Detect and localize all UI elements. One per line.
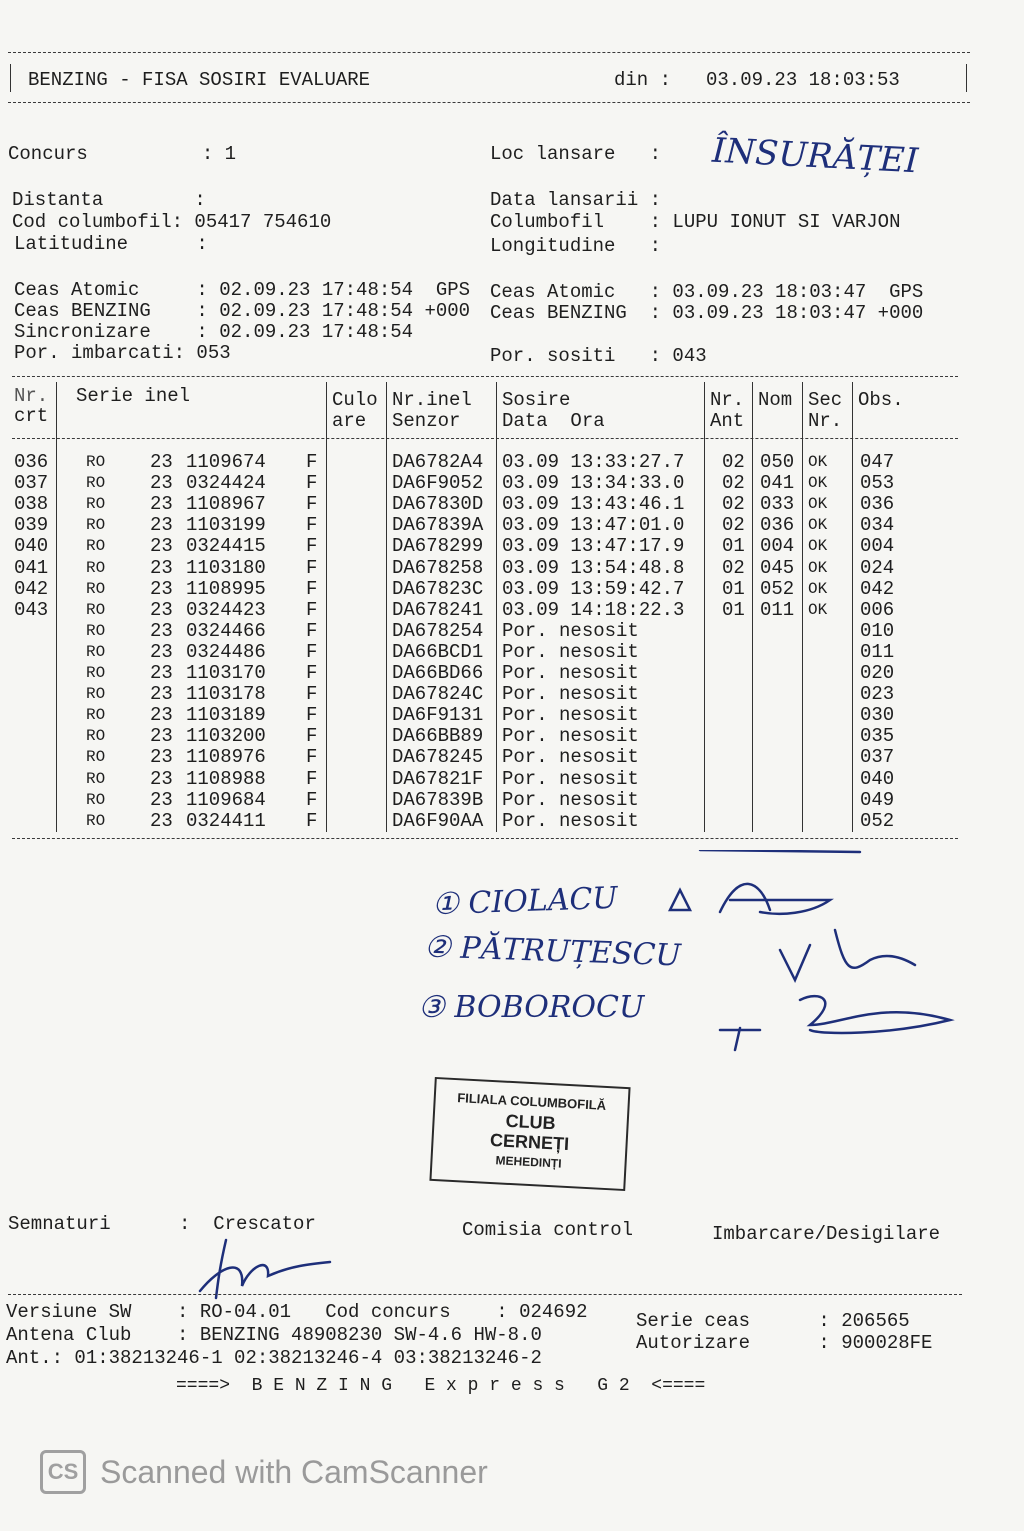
ceas-benzing-end: Ceas BENZING : 03.09.23 18:03:47 +000	[490, 302, 924, 324]
cell-ant: 02	[722, 556, 745, 579]
cell-nom: 036	[760, 514, 795, 537]
cell-obs: 004	[860, 535, 895, 558]
cell-sosire: 03.09 14:18:22.3	[502, 598, 685, 621]
header-datetime: 03.09.23 18:03:53	[706, 69, 900, 91]
cell-sex: F	[306, 788, 318, 811]
serie-ceas: Serie ceas : 206565	[636, 1310, 910, 1332]
imbarcare-desigilare-label: Imbarcare/Desigilare	[712, 1223, 941, 1245]
stamp-line-3: CERNEȚI	[489, 1129, 570, 1155]
cell-sex: F	[306, 640, 318, 663]
cell-an: 23	[150, 451, 173, 473]
th-data-ora: Data Ora	[502, 410, 605, 432]
ceas-atomic-start: Ceas Atomic : 02.09.23 17:48:54 GPS	[14, 279, 471, 301]
cell-tara: RO	[86, 600, 106, 619]
th-ant: Ant	[710, 410, 745, 432]
cell-obs: 042	[860, 577, 895, 600]
cell-ant: 02	[722, 451, 745, 473]
cell-nom: 050	[760, 451, 795, 473]
comisia-control-label: Comisia control	[462, 1219, 634, 1241]
cell-obs: 034	[860, 514, 895, 537]
th-are: are	[332, 410, 367, 432]
cell-ant: 02	[722, 493, 745, 516]
table-header-divider	[12, 438, 958, 439]
th-nr-ant: Nr.	[710, 389, 745, 411]
th-obs: Obs.	[858, 389, 904, 411]
cell-an: 23	[150, 619, 173, 642]
cell-tara: RO	[86, 558, 106, 577]
col-divider-sec	[852, 382, 853, 832]
th-sec: Sec	[808, 389, 843, 411]
cell-senzor: DA67830D	[392, 493, 484, 516]
cell-sosire: Por. nesosit	[502, 619, 639, 642]
cell-sosire: Por. nesosit	[502, 683, 639, 706]
cell-tara: RO	[86, 621, 106, 640]
cell-sec: OK	[808, 474, 828, 493]
col-divider-culoare	[386, 382, 387, 832]
columbofil-field: Columbofil : LUPU IONUT SI VARJON	[490, 211, 901, 233]
cell-sex: F	[306, 577, 318, 600]
cell-tara: RO	[86, 790, 106, 809]
cell-sec: OK	[808, 453, 828, 471]
cell-tara: RO	[86, 579, 106, 598]
cell-sex: F	[306, 746, 318, 769]
cell-ant: 02	[722, 472, 745, 495]
th-senzor: Senzor	[392, 410, 461, 432]
cell-sex: F	[306, 493, 318, 516]
cell-an: 23	[150, 493, 173, 516]
cell-tara: RO	[86, 495, 106, 514]
cell-tara: RO	[86, 453, 106, 471]
camscanner-icon: CS	[40, 1450, 86, 1494]
cell-sosire: Por. nesosit	[502, 704, 639, 727]
cell-sosire: Por. nesosit	[502, 640, 639, 663]
th-nom: Nom	[758, 389, 793, 411]
col-divider-nom	[802, 382, 803, 832]
table-top-divider	[12, 376, 958, 377]
cell-nom: 052	[760, 577, 795, 600]
cell-tara: RO	[86, 516, 106, 535]
cell-inel: 1103200	[186, 725, 266, 748]
handwritten-line-1: ① CIOLACU	[431, 880, 619, 923]
cell-inel: 1103189	[186, 704, 266, 727]
cell-senzor: DA6F90AA	[392, 809, 484, 832]
cell-an: 23	[150, 725, 173, 748]
th-crt: crt	[14, 405, 49, 427]
cell-crt: 042	[14, 577, 49, 600]
cell-sec: OK	[808, 495, 828, 514]
cell-an: 23	[150, 683, 173, 706]
cell-senzor: DA6F9052	[392, 472, 484, 495]
th-sec-nr: Nr.	[808, 410, 843, 432]
cell-tara: RO	[86, 642, 106, 661]
handwritten-line-2: ② PĂTRUȚESCU	[423, 929, 682, 974]
header-right-border	[966, 64, 967, 92]
loc-lansare-handwritten: ÎNSURĂȚEI	[711, 130, 920, 182]
stamp-line-2: CLUB	[505, 1110, 557, 1134]
cell-nom: 011	[760, 598, 795, 621]
th-sosire: Sosire	[502, 389, 571, 411]
cell-inel: 0324486	[186, 640, 266, 663]
cell-obs: 011	[860, 640, 895, 663]
th-culo: Culo	[332, 389, 378, 411]
cell-obs: 036	[860, 493, 895, 516]
cell-sex: F	[306, 767, 318, 790]
cell-obs: 052	[860, 809, 895, 832]
cell-senzor: DA67821F	[392, 767, 484, 790]
cell-tara: RO	[86, 727, 106, 746]
cell-tara: RO	[86, 706, 106, 725]
cell-obs: 037	[860, 746, 895, 769]
header-din-label: din :	[614, 69, 672, 91]
handwritten-signatures	[660, 850, 960, 1060]
cell-crt: 037	[14, 472, 49, 495]
cell-an: 23	[150, 640, 173, 663]
cell-senzor: DA67839A	[392, 514, 484, 537]
autorizare: Autorizare : 900028FE	[636, 1332, 933, 1354]
cell-sosire: 03.09 13:59:42.7	[502, 577, 685, 600]
cell-tara: RO	[86, 664, 106, 682]
cell-inel: 1109684	[186, 788, 266, 811]
stamp-line-4: MEHEDINȚI	[495, 1153, 562, 1171]
col-divider-sosire	[704, 382, 705, 832]
sincronizare-field: Sincronizare : 02.09.23 17:48:54	[14, 321, 414, 343]
cell-senzor: DA678254	[392, 619, 484, 642]
cell-inel: 0324411	[186, 809, 266, 832]
cell-inel: 1109674	[186, 451, 266, 473]
cell-ant: 01	[722, 535, 745, 558]
crescator-signature	[190, 1236, 350, 1306]
cell-sosire: 03.09 13:34:33.0	[502, 472, 685, 495]
cell-obs: 020	[860, 662, 895, 684]
cell-sex: F	[306, 535, 318, 558]
cell-inel: 1108988	[186, 767, 266, 790]
th-serie-inel: Serie inel	[76, 385, 191, 407]
cell-nom: 045	[760, 556, 795, 579]
cell-sosire: Por. nesosit	[502, 662, 639, 684]
cell-an: 23	[150, 704, 173, 727]
cell-sex: F	[306, 662, 318, 684]
antena-club: Antena Club : BENZING 48908230 SW-4.6 HW-8.0	[6, 1324, 542, 1346]
cell-an: 23	[150, 472, 173, 495]
cell-crt: 038	[14, 493, 49, 516]
cell-inel: 1108995	[186, 577, 266, 600]
cell-sosire: Por. nesosit	[502, 746, 639, 769]
cod-columbofil-field: Cod columbofil: 05417 754610	[12, 211, 332, 233]
concurs-field: Concurs : 1	[8, 143, 237, 165]
cell-tara: RO	[86, 811, 106, 830]
antene-list: Ant.: 01:38213246-1 02:38213246-4 03:38213246-2	[6, 1347, 542, 1369]
cell-sosire: 03.09 13:47:01.0	[502, 514, 685, 537]
benzing-express-banner: ====> B E N Z I N G E x p r e s s G 2 <====	[176, 1376, 706, 1396]
cell-crt: 040	[14, 535, 49, 558]
cell-obs: 049	[860, 788, 895, 811]
handwritten-line-3: ③ BOBOROCU	[418, 990, 645, 1025]
cell-sex: F	[306, 809, 318, 832]
cell-senzor: DA66BB89	[392, 725, 484, 748]
table-bottom-divider	[12, 838, 958, 839]
cell-sex: F	[306, 472, 318, 495]
cell-sex: F	[306, 598, 318, 621]
report-title: BENZING - FISA SOSIRI EVALUARE	[28, 69, 371, 91]
cell-senzor: DA678299	[392, 535, 484, 558]
cell-senzor: DA67839B	[392, 788, 484, 811]
cell-crt: 036	[14, 451, 49, 473]
cell-crt: 039	[14, 514, 49, 537]
club-stamp	[429, 1077, 630, 1191]
cell-nom: 041	[760, 472, 795, 495]
cell-ant: 01	[722, 598, 745, 621]
ceas-atomic-end: Ceas Atomic : 03.09.23 18:03:47 GPS	[490, 281, 924, 303]
camscanner-watermark	[40, 1450, 488, 1494]
cell-sosire: Por. nesosit	[502, 788, 639, 811]
cell-sex: F	[306, 556, 318, 579]
cell-senzor: DA678258	[392, 556, 484, 579]
cell-sec: OK	[808, 516, 828, 535]
cell-an: 23	[150, 598, 173, 621]
cell-crt: 041	[14, 556, 49, 579]
porumbei-imbarcati: Por. imbarcati: 053	[14, 342, 231, 364]
cell-sex: F	[306, 514, 318, 537]
th-nr-inel: Nr.inel	[392, 389, 472, 411]
cell-obs: 023	[860, 683, 895, 706]
cell-sec: OK	[808, 558, 828, 577]
cell-sosire: 03.09 13:47:17.9	[502, 535, 685, 558]
cell-senzor: DA678245	[392, 746, 484, 769]
semnaturi-label: Semnaturi : Crescator	[8, 1213, 316, 1235]
cell-senzor: DA678241	[392, 598, 484, 621]
cell-obs: 010	[860, 619, 895, 642]
cell-sosire: 03.09 13:43:46.1	[502, 493, 685, 516]
cell-sec: OK	[808, 537, 828, 556]
cell-obs: 047	[860, 451, 895, 473]
cell-obs: 006	[860, 598, 895, 621]
col-divider-crt	[56, 382, 57, 832]
cell-inel: 1108967	[186, 493, 266, 516]
cell-inel: 0324424	[186, 472, 266, 495]
col-divider-senzor	[496, 382, 497, 832]
cell-inel: 0324466	[186, 619, 266, 642]
cell-an: 23	[150, 767, 173, 790]
cell-tara: RO	[86, 769, 106, 788]
cell-senzor: DA67824C	[392, 683, 484, 706]
cell-ant: 02	[722, 514, 745, 537]
cell-tara: RO	[86, 474, 106, 493]
header-left-border	[10, 64, 11, 92]
cell-an: 23	[150, 788, 173, 811]
loc-lansare-label: Loc lansare :	[490, 143, 662, 165]
cell-ant: 01	[722, 577, 745, 600]
cell-obs: 030	[860, 704, 895, 727]
cell-senzor: DA66BD66	[392, 662, 484, 684]
cell-senzor: DA67823C	[392, 577, 484, 600]
cell-inel: 0324415	[186, 535, 266, 558]
cell-senzor: DA6F9131	[392, 704, 484, 727]
cell-sex: F	[306, 704, 318, 727]
cell-senzor: DA6782A4	[392, 451, 484, 473]
cell-obs: 040	[860, 767, 895, 790]
th-nr: Nr.	[14, 385, 49, 407]
cell-sosire: Por. nesosit	[502, 809, 639, 832]
cell-obs: 053	[860, 472, 895, 495]
versiune-sw: Versiune SW : RO-04.01 Cod concurs : 024692	[6, 1301, 588, 1323]
distanta-field: Distanta :	[12, 189, 206, 211]
cell-sosire: Por. nesosit	[502, 767, 639, 790]
cell-sex: F	[306, 725, 318, 748]
ceas-benzing-start: Ceas BENZING : 02.09.23 17:48:54 +000	[14, 300, 471, 322]
col-divider-ant	[752, 382, 753, 832]
cell-inel: 1103178	[186, 683, 266, 706]
header-bottom-divider	[8, 102, 970, 103]
cell-nom: 033	[760, 493, 795, 516]
cell-inel: 1103180	[186, 556, 266, 579]
cell-tara: RO	[86, 685, 106, 704]
cell-an: 23	[150, 577, 173, 600]
cell-sex: F	[306, 683, 318, 706]
cell-an: 23	[150, 535, 173, 558]
cell-an: 23	[150, 514, 173, 537]
cell-inel: 1103170	[186, 662, 266, 684]
cell-sosire: Por. nesosit	[502, 725, 639, 748]
cell-sex: F	[306, 619, 318, 642]
stamp-line-1: FILIALA COLUMBOFILĂ	[456, 1090, 607, 1113]
cell-sex: F	[306, 451, 318, 473]
col-divider-serie	[326, 382, 327, 832]
header-top-divider	[8, 52, 970, 53]
cell-sosire: 03.09 13:33:27.7	[502, 451, 685, 473]
cell-crt: 043	[14, 598, 49, 621]
footer-divider	[8, 1294, 962, 1295]
porumbei-sositi: Por. sositi : 043	[490, 345, 707, 367]
cell-sec: OK	[808, 600, 828, 619]
cell-inel: 1103199	[186, 514, 266, 537]
cell-tara: RO	[86, 748, 106, 767]
cell-sec: OK	[808, 579, 828, 598]
data-lansarii-field: Data lansarii :	[490, 189, 662, 211]
cell-obs: 035	[860, 725, 895, 748]
cell-inel: 0324423	[186, 598, 266, 621]
cell-obs: 024	[860, 556, 895, 579]
cell-inel: 1108976	[186, 746, 266, 769]
longitudine-field: Longitudine :	[490, 235, 662, 257]
cell-tara: RO	[86, 537, 106, 556]
cell-an: 23	[150, 556, 173, 579]
cell-an: 23	[150, 662, 173, 684]
cell-an: 23	[150, 809, 173, 832]
cell-senzor: DA66BCD1	[392, 640, 484, 663]
camscanner-text: Scanned with CamScanner	[100, 1453, 488, 1490]
latitudine-field: Latitudine :	[14, 233, 208, 255]
cell-nom: 004	[760, 535, 795, 558]
cell-an: 23	[150, 746, 173, 769]
cell-sosire: 03.09 13:54:48.8	[502, 556, 685, 579]
